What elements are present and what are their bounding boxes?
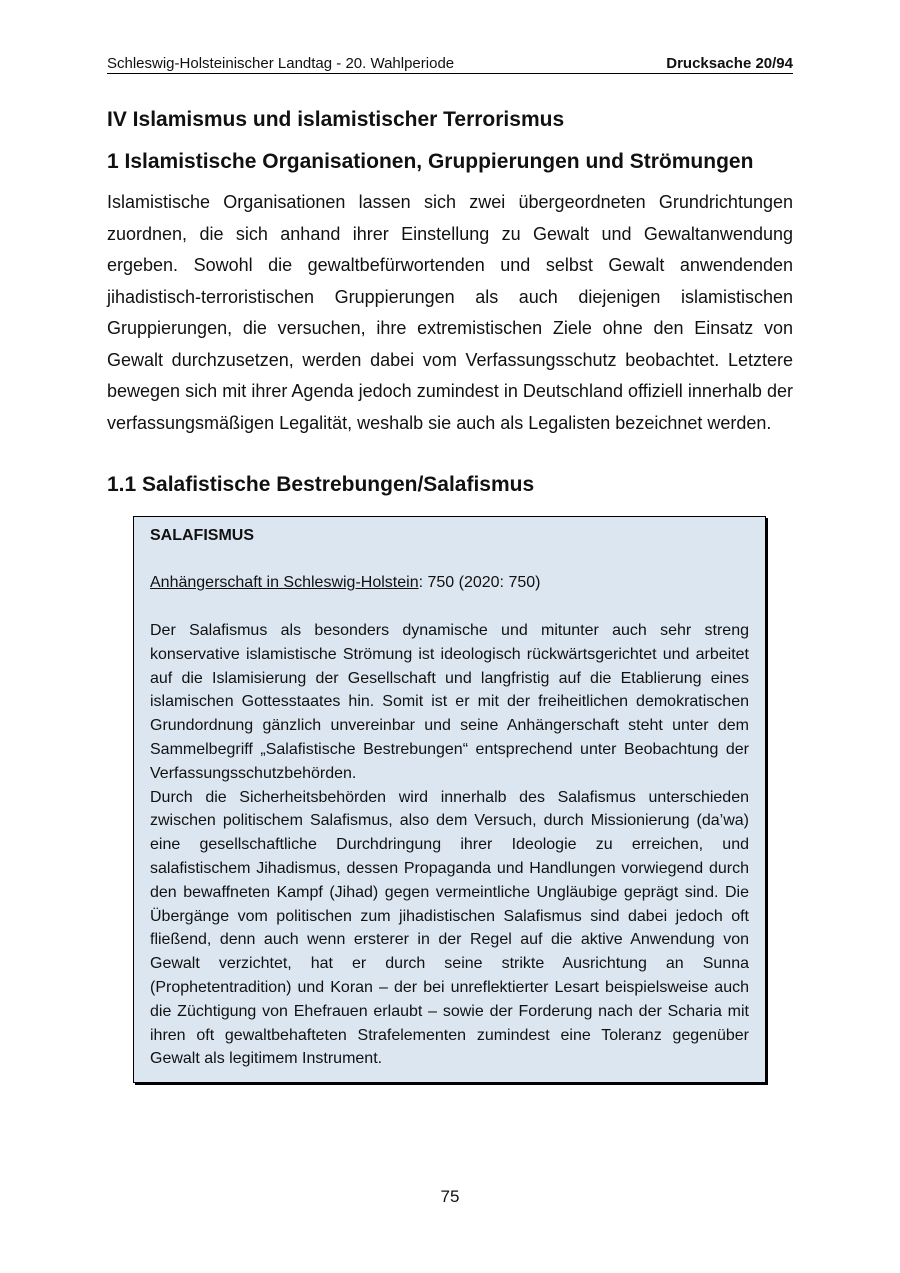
chapter-heading: IV Islamismus und islamistischer Terrorismus	[107, 108, 565, 131]
box-paragraph-1: Der Salafismus als besonders dynamische und mitunter auch sehr streng konservative islamistische Strömung ist ideologisch rückwärtsgerichtet und arbeitet auf die Islamisierung der Gesellschaft und langfristig auf die Etablierung eines islamischen Gottesstaates hin. Somit ist er mit der freiheitlichen demokratischen Grundordnung gänzlich unvereinbar und seine Anhängerschaft steht unter dem Sammelbegriff „Salafistische Bestrebungen“ entsprechend unter Beobachtung der Verfassungsschutzbehörden.	[150, 622, 749, 782]
followers-label: Anhängerschaft in Schleswig-Holstein	[150, 574, 419, 591]
page-number: 75	[440, 1187, 460, 1206]
salafism-info-box	[133, 516, 766, 1083]
box-paragraph-2: Durch die Sicherheitsbehörden wird innerhalb des Salafismus unterschieden zwischen politischem Salafismus, also dem Versuch, durch Missionierung (da’wa) eine gesellschaftliche Durchdringung ihrer Ideologie zu erreichen, und salafistischem Jihadismus, dessen Propaganda und Handlungen vorwiegend durch den bewaffneten Kampf (Jihad) gegen vermeintliche Ungläubige geprägt sind. Die Übergänge vom politischen zum jihadistischen Salafismus sind dabei jedoch oft fließend, denn auch wenn ersterer in der Regel auf die aktive Anwendung von Gewalt verzichtet, hat er durch seine strikte Ausrichtung an Sunna (Prophetentradition) und Koran – der bei unreflektierter Lesart beispielsweise auch die Züchtigung von Ehefrauen erlaubt – sowie der Forderung nach der Scharia mit ihren oft gewaltbehafteten Strafelementen zumindest eine Toleranz gegenüber Gewalt als legitimem Instrument.	[150, 788, 749, 1068]
page-header	[107, 55, 793, 74]
header-left: Schleswig-Holsteinischer Landtag - 20. Wahlperiode	[107, 55, 455, 72]
section-heading: 1 Islamistische Organisationen, Gruppierungen und Strömungen	[107, 150, 754, 173]
header-right: Drucksache 20/94	[666, 55, 793, 72]
subsection-heading: 1.1 Salafistische Bestrebungen/Salafismus	[107, 473, 535, 496]
box-title: SALAFISMUS	[150, 527, 254, 544]
followers-line	[150, 573, 749, 593]
followers-value: : 750 (2020: 750)	[418, 574, 541, 591]
intro-paragraph: Islamistische Organisationen lassen sich zwei übergeordneten Grundrichtungen zuordnen, die sich anhand ihrer Einstellung zu Gewalt und Gewaltanwendung ergeben. Sowohl die gewaltbefürwortenden und selbst Gewalt anwendenden jihadistisch-terroristischen Gruppierungen als auch diejenigen islamistischen Gruppierungen, die versuchen, ihre extremistischen Ziele ohne den Einsatz von Gewalt durchzusetzen, werden dabei vom Verfassungsschutz beobachtet. Letztere bewegen sich mit ihrer Agenda jedoch zumindest in Deutschland offiziell innerhalb der verfassungsmäßigen Legalität, weshalb sie auch als Legalisten bezeichnet werden.	[107, 192, 793, 433]
